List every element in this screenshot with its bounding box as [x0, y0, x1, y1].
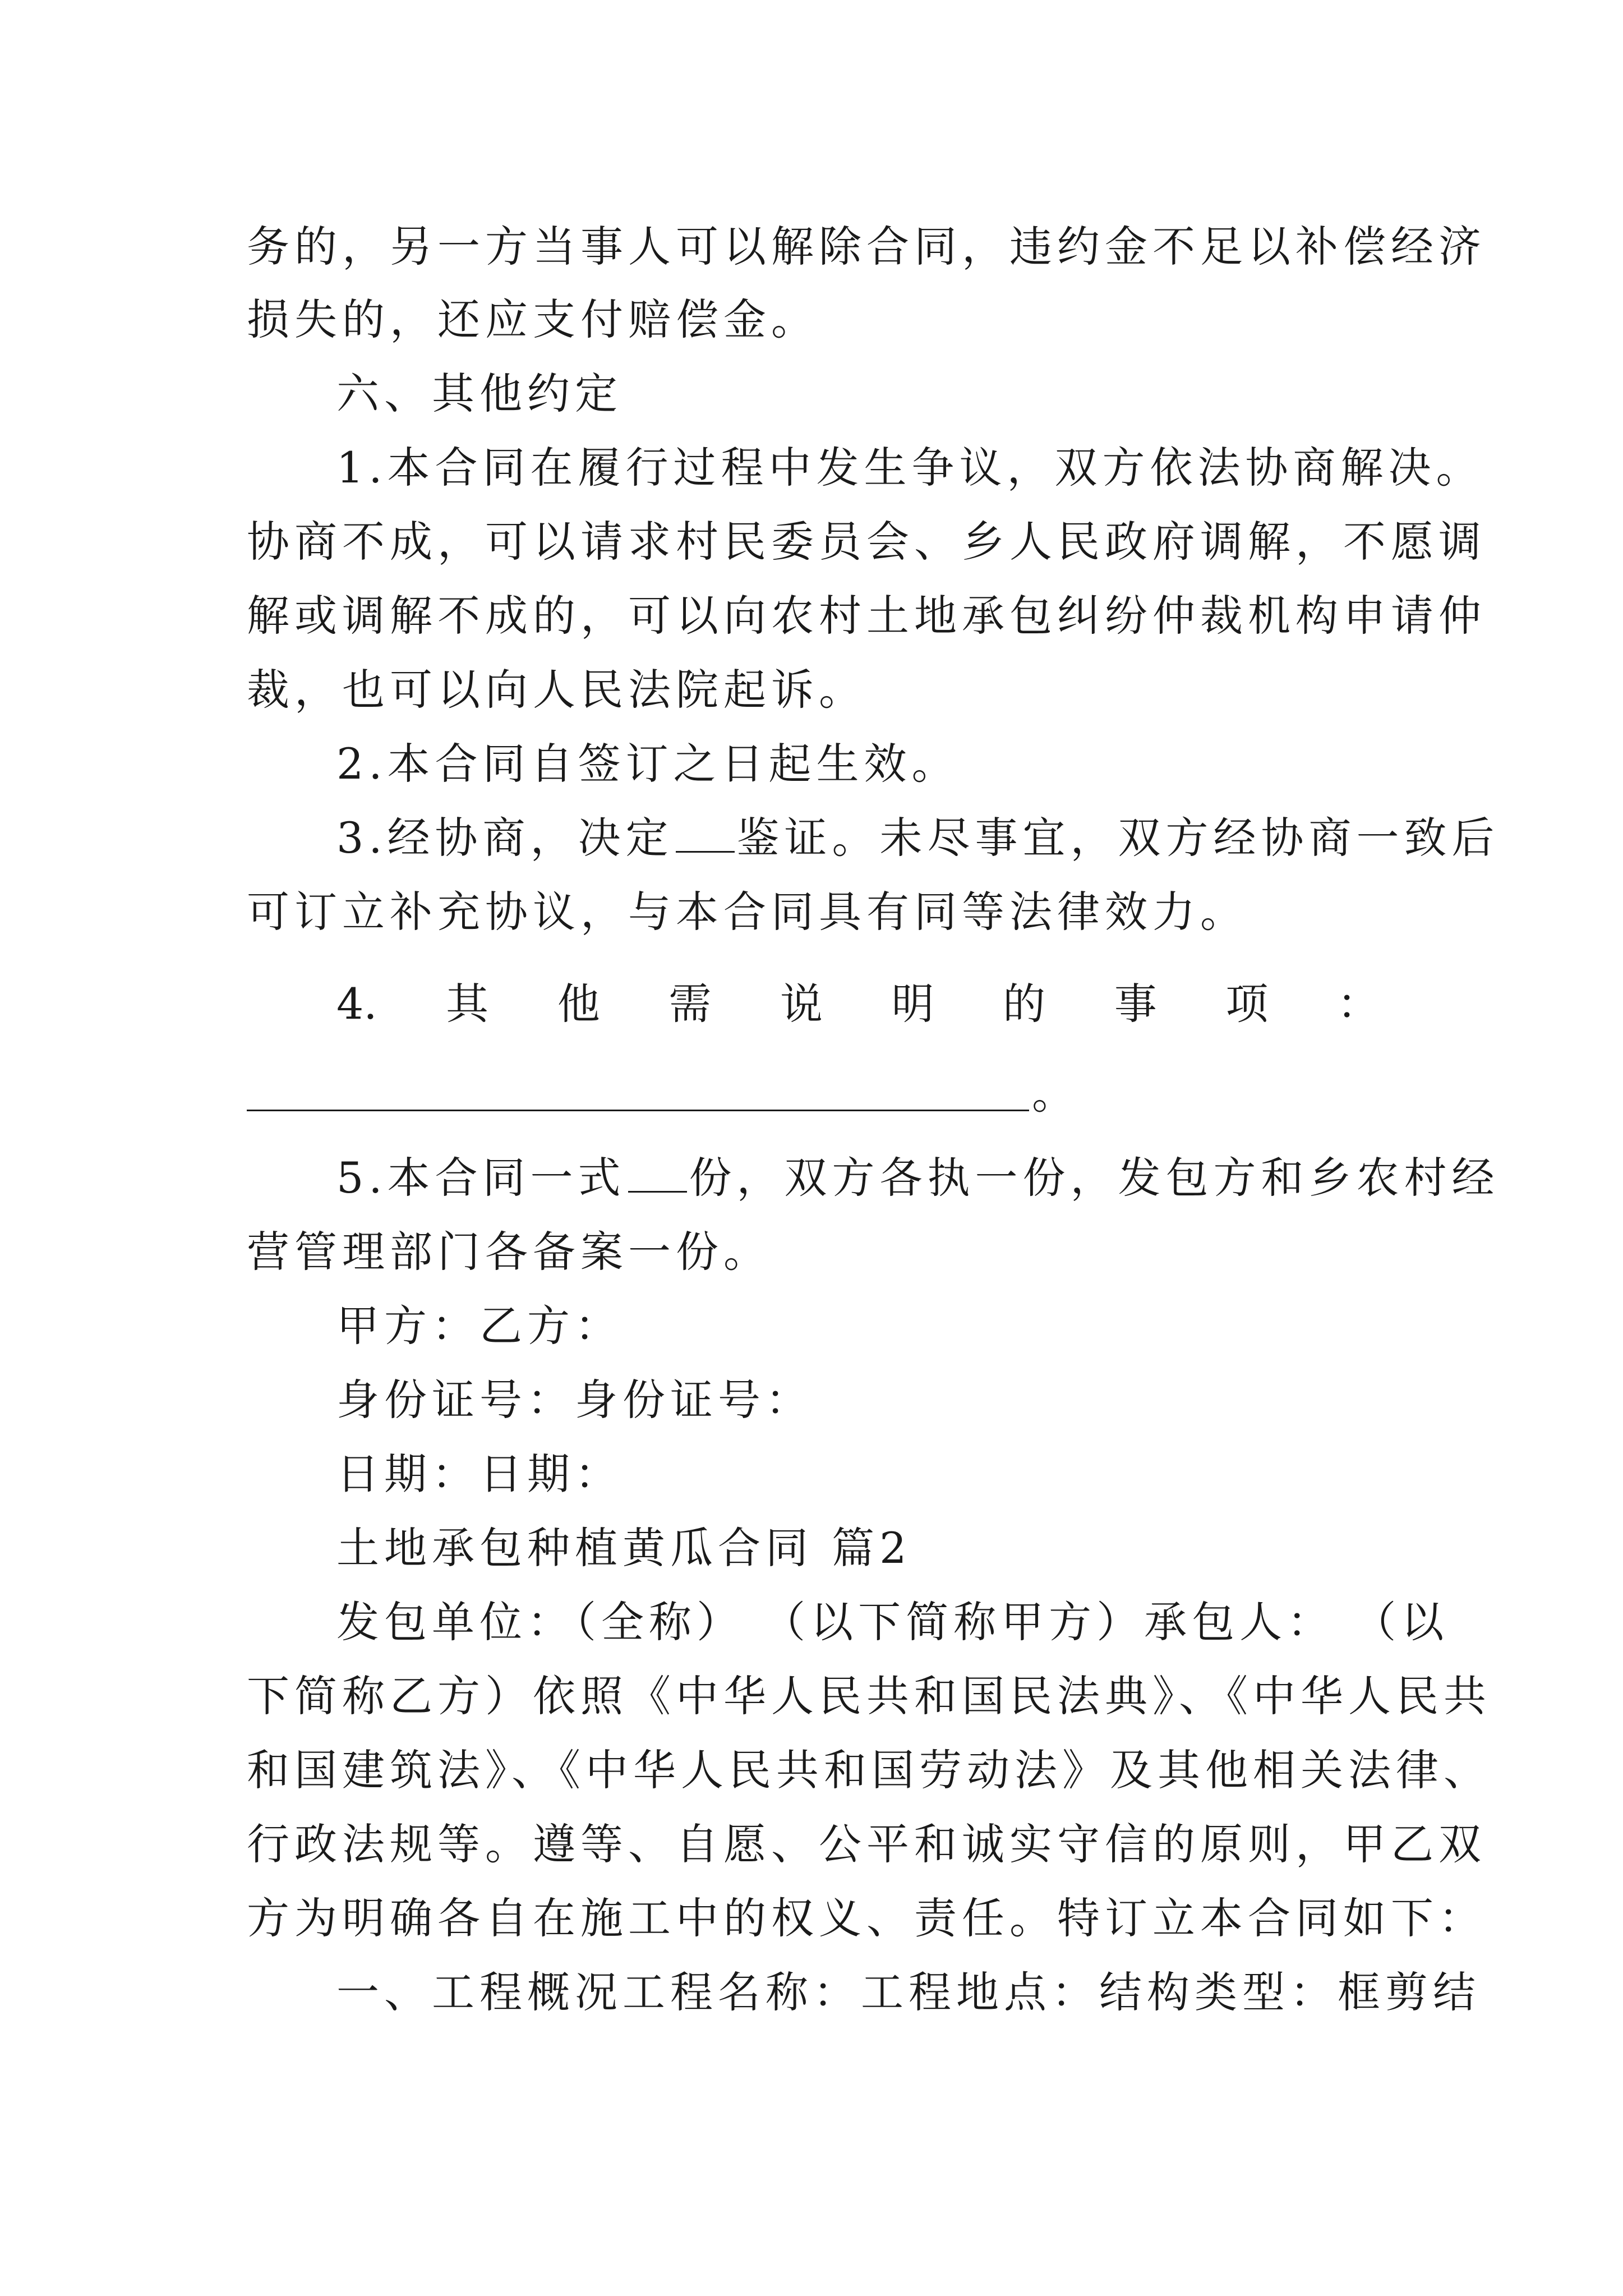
clause-4-char: 4. [336, 979, 377, 1029]
clause-5-text-before: 5.本合同一式 [336, 1153, 626, 1203]
clause-4-char: 的 [1003, 979, 1046, 1029]
clause-4-end-mark: 。 [1032, 1069, 1075, 1119]
clause-3-line [336, 810, 1500, 866]
clause-4-char: ： [1337, 979, 1380, 1029]
fill-in-blank [628, 1152, 687, 1193]
clause-3-text-after: 鉴证。未尽事宜，双方经协商一致后 [736, 813, 1500, 863]
paragraph-line: 可订立补充协议，与本合同具有同等法律效力。 [247, 887, 1248, 937]
paragraph-line: 1.本合同在履行过程中发生争议，双方依法协商解决。 [336, 443, 1484, 493]
long-fill-in-blank [247, 1110, 1029, 1111]
paragraph-line: 裁，也可以向人民法院起诉。 [247, 665, 866, 715]
clause-4-char: 说 [780, 979, 823, 1029]
clause-5-text-after: 份，双方各执一份，发包方和乡农村经 [689, 1153, 1500, 1203]
clause-4-char: 项 [1225, 979, 1269, 1029]
signature-id-line: 身份证号：身份证号： [336, 1375, 813, 1425]
clause-4-char: 事 [1114, 979, 1157, 1029]
paragraph-line: 和国建筑法》、《中华人民共和国劳动法》及其他相关法律、 [247, 1745, 1491, 1795]
paragraph-line: 营管理部门各备案一份。 [247, 1227, 771, 1277]
paragraph-line: 下简称乙方）依照《中华人民共和国民法典》、《中华人民共 [247, 1671, 1491, 1721]
signature-date-line: 日期：日期： [336, 1449, 623, 1499]
clause-5-line [336, 1150, 1500, 1206]
section-heading: 一、工程概况工程名称：工程地点：结构类型：框剪结 [336, 1967, 1481, 2017]
paragraph-line: 行政法规等。遵等、自愿、公平和诚实守信的原则，甲乙双 [247, 1819, 1486, 1869]
clause-4-char: 其 [446, 979, 489, 1029]
clause-4-char: 需 [668, 979, 712, 1029]
paragraph-line: 解或调解不成的，可以向农村土地承包纠纷仲裁机构申请仲 [247, 591, 1486, 641]
signature-party-line: 甲方：乙方： [336, 1301, 623, 1351]
contract-title: 土地承包种植黄瓜合同 篇2 [336, 1523, 912, 1573]
paragraph-line: 方为明确各自在施工中的权义、责任。特订立本合同如下： [247, 1893, 1486, 1943]
paragraph-line: 协商不成，可以请求村民委员会、乡人民政府调解，不愿调 [247, 517, 1486, 567]
paragraph-line: 损失的，还应支付赔偿金。 [247, 295, 819, 344]
clause-4-line [336, 976, 1380, 1032]
section-heading: 六、其他约定 [336, 369, 623, 418]
clause-4-char: 他 [557, 979, 600, 1029]
paragraph-line: 务的，另一方当事人可以解除合同，违约金不足以补偿经济 [247, 222, 1486, 272]
fill-in-blank [676, 812, 735, 853]
paragraph-line: 发包单位：（全称） （以下简称甲方）承包人： （以 [336, 1597, 1449, 1647]
clause-4-char: 明 [891, 979, 934, 1029]
clause-3-text-before: 3.经协商，决定 [336, 813, 674, 863]
paragraph-line: 2.本合同自签订之日起生效。 [336, 739, 960, 789]
